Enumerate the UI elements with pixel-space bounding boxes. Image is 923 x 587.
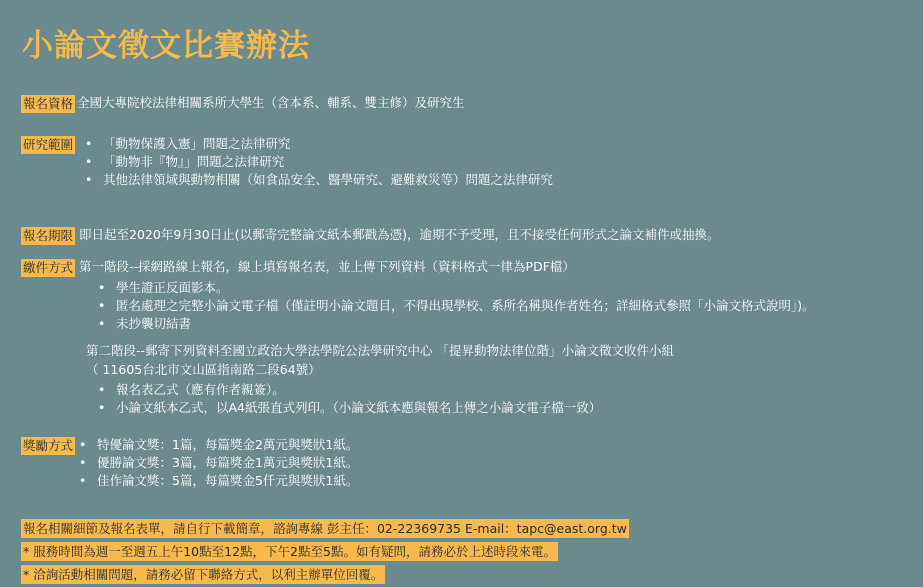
scope-section [21, 136, 553, 189]
stage1-item: • 學生證正反面影本。 [86, 279, 815, 297]
deadline-section [21, 227, 719, 245]
awards-label: 獎勵方式 [23, 438, 74, 453]
award-item: • 特優論文獎：1篇，每篇獎金2萬元與獎狀1紙。 [67, 436, 358, 454]
submission-label: 繳件方式 [23, 260, 74, 275]
award-item: • 優勝論文獎：3篇，每篇獎金1萬元與獎狀1紙。 [67, 454, 358, 472]
eligibility-text: 全國大專院校法律相關系所大學生（含本系、輔系、雙主修）及研究生 [77, 95, 465, 110]
deadline-text: 即日起至2020年9月30日止(以郵寄完整論文紙本郵戳為憑)，逾期不予受理，且不接受任何形式之論文補件或抽換。 [79, 227, 720, 242]
eligibility-section [21, 95, 465, 113]
stage1-item: • 匿名處理之完整小論文電子檔（僅註明小論文題目，不得出現學校、系所名稱與作者姓名；詳細格式參照「小論文格式說明」)。 [86, 297, 815, 315]
scope-item: • 「動物保護入憲」問題之法律研究 [73, 135, 553, 153]
award-item: • 佳作論文獎：5篇，每篇獎金5仟元與獎狀1紙。 [67, 472, 358, 490]
eligibility-label: 報名資格 [23, 96, 74, 111]
submission-address: （ 11605台北市文山區指南路二段64號） [86, 362, 321, 377]
submission-stage1: 第一階段--採網路線上報名，線上填寫報名表，並上傳下列資料（資料格式一律為PDF檔） [79, 259, 575, 274]
scope-label: 研究範圍 [23, 137, 74, 152]
deadline-label: 報名期限 [23, 228, 74, 243]
scope-item: • 其他法律領域與動物相關（如食品安全、醫學研究、避難救災等）問題之法律研究 [73, 171, 553, 189]
stage1-item: • 未抄襲切結書 [86, 315, 815, 333]
submission-section [21, 259, 815, 417]
submission-stage2: 第二階段--郵寄下列資料至國立政治大學法學院公法學研究中心 「提昇動物法律位階」小論文徵文收件小組 [86, 343, 674, 358]
stage2-item: • 報名表乙式（應有作者親簽）。 [86, 381, 815, 399]
footer-notes [21, 518, 629, 587]
page-title: 小論文徵文比賽辦法 [22, 28, 310, 64]
scope-item: • 「動物非『物』」問題之法律研究 [73, 153, 553, 171]
awards-section [21, 437, 358, 490]
footer-inquiry-note: * 洽詢活動相關問題，請務必留下聯絡方式，以利主辦單位回覆。 [23, 567, 384, 582]
footer-contact: 報名相關細節及報名表單，請自行下載簡章，諮詢專線 彭主任：02-22369735 E-mail：tapc@east.org.tw [23, 521, 627, 536]
stage2-item: • 小論文紙本乙式，以A4紙張直式列印。（小論文紙本應與報名上傳之小論文電子檔一致） [86, 399, 815, 417]
footer-service-hours: * 服務時間為週一至週五上午10點至12點，下午2點至5點。如有疑問，請務必於上述時段來電。 [23, 544, 556, 559]
